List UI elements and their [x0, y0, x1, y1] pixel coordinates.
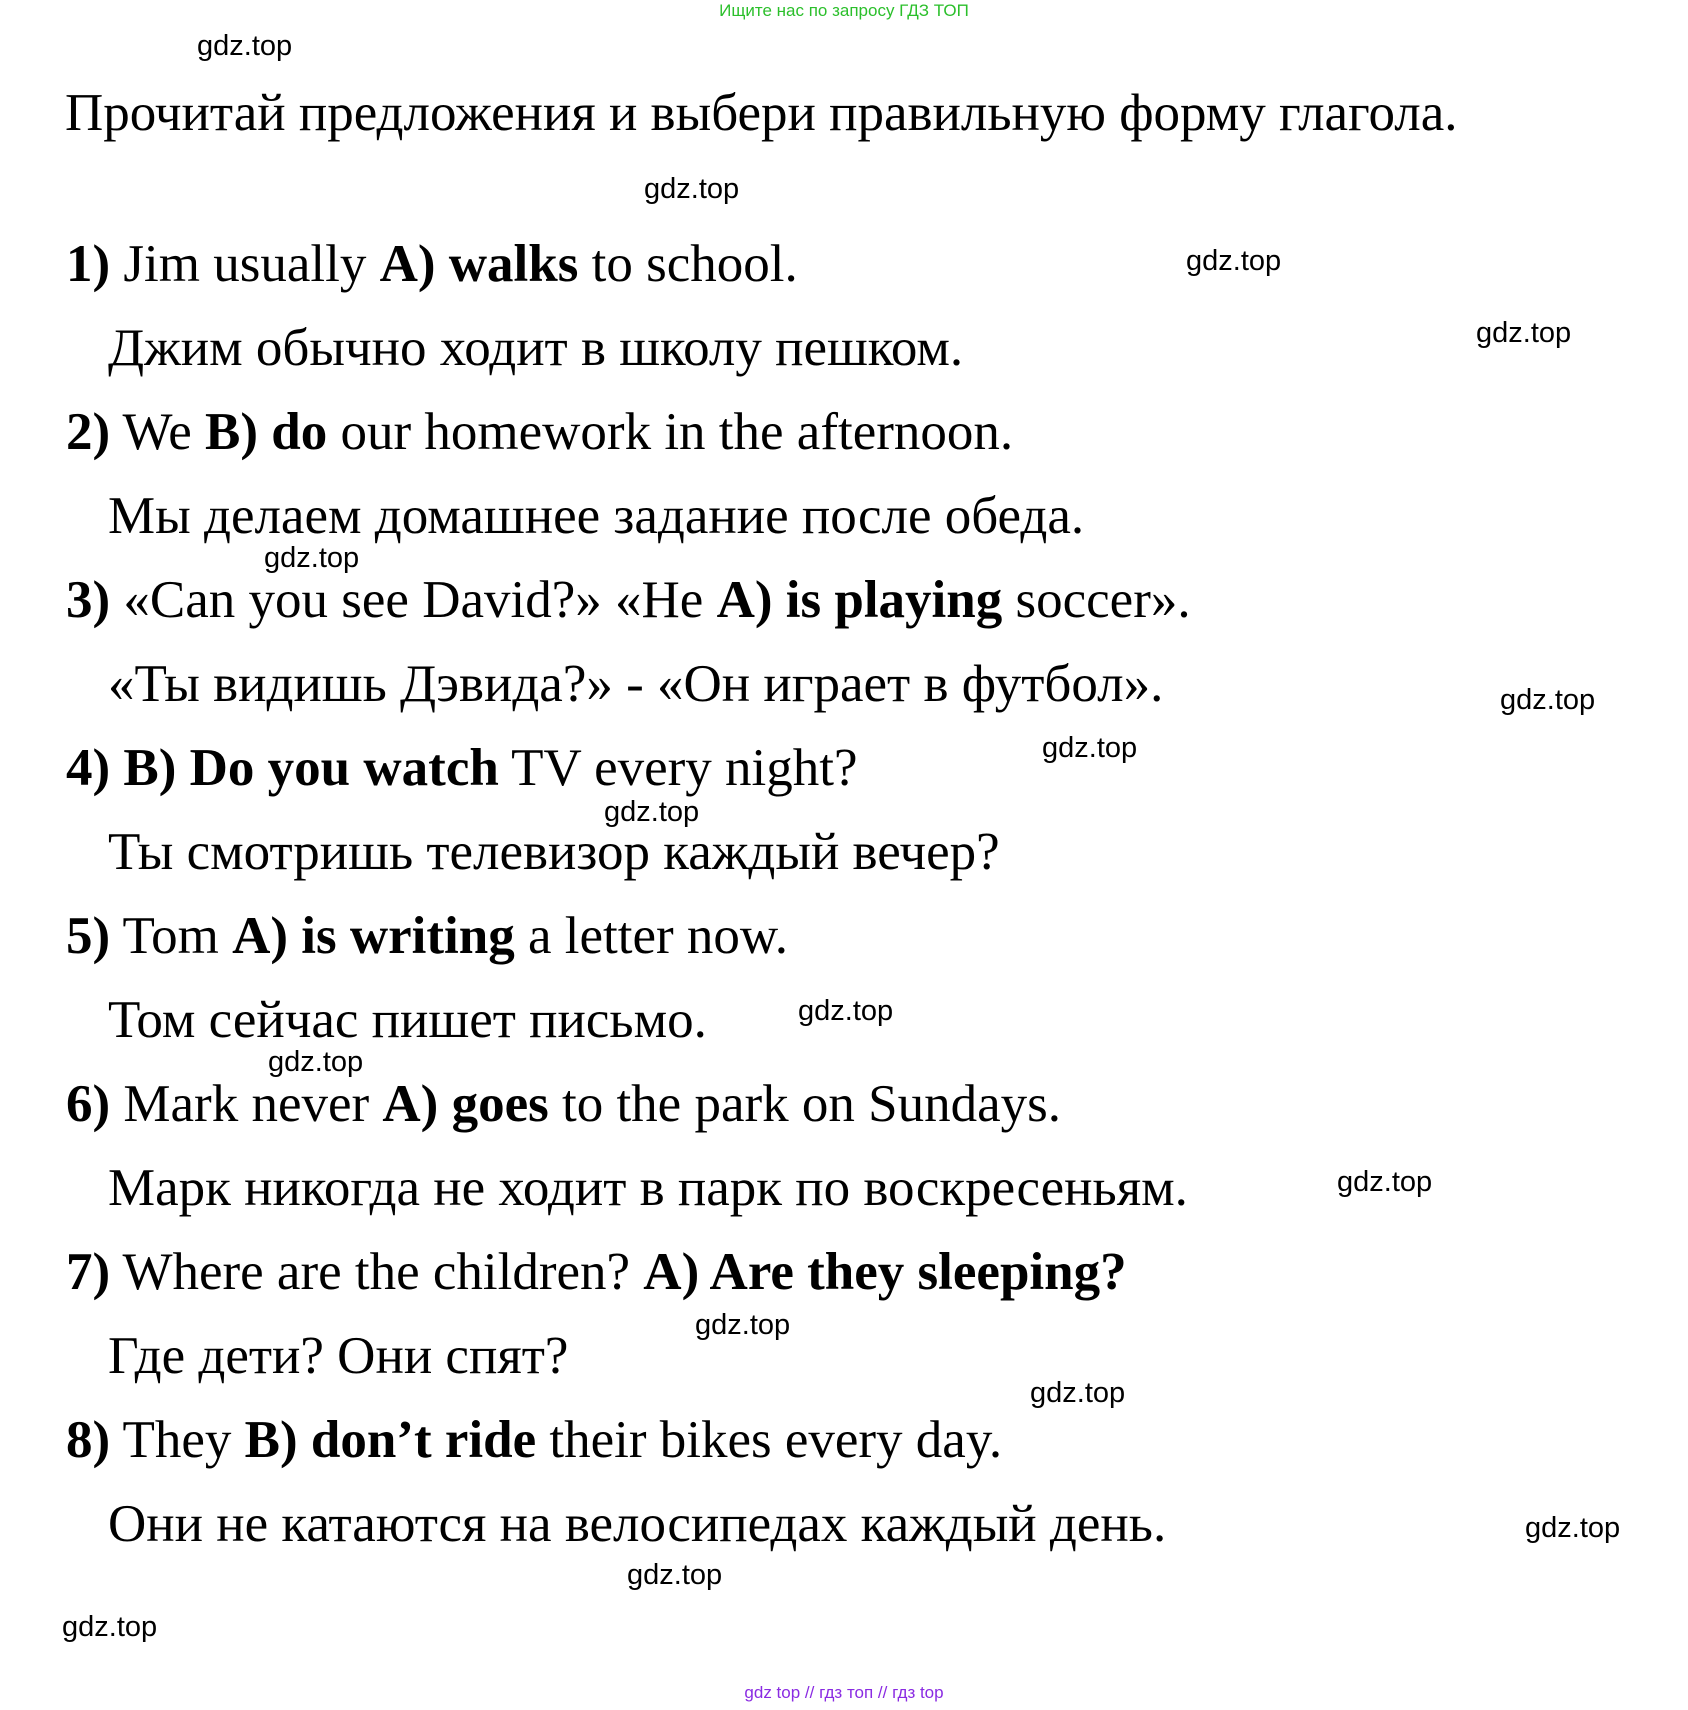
answer-choice: B) do: [205, 403, 328, 461]
watermark: gdz.top: [62, 1611, 158, 1643]
sentence-en-8: [66, 1405, 1002, 1475]
sentence-text-before: «Can you see David?» «He: [110, 571, 717, 629]
watermark: gdz.top: [1186, 245, 1282, 277]
watermark: gdz.top: [1476, 317, 1572, 349]
sentence-text-before: Mark never: [110, 1075, 383, 1133]
watermark: gdz.top: [268, 1046, 364, 1078]
answer-choice: A) goes: [382, 1075, 549, 1133]
answer-choice: B) Do you watch: [123, 739, 499, 797]
translation-2: Мы делаем домашнее задание после обеда.: [108, 487, 1085, 545]
search-banner: Ищите нас по запросу ГДЗ ТОП: [719, 1, 969, 20]
watermark: gdz.top: [264, 542, 360, 574]
sentence-en-5: [66, 901, 788, 971]
item-number: 1): [66, 235, 111, 293]
sentence-text-before: We: [110, 403, 206, 461]
sentence-text-after: their bikes every day.: [536, 1411, 1003, 1469]
sentence-en-2: [66, 397, 1013, 467]
watermark: gdz.top: [197, 30, 293, 62]
translation-3: «Ты видишь Дэвида?» - «Он играет в футбол».: [108, 655, 1164, 713]
sentence-text-after: to the park on Sundays.: [548, 1075, 1062, 1133]
answer-choice: A) is playing: [716, 571, 1003, 629]
sentence-text-before: Tom: [110, 907, 233, 965]
sentence-text-after: soccer».: [1002, 571, 1191, 629]
watermark: gdz.top: [604, 796, 700, 828]
answer-choice: B) don’t ride: [244, 1411, 537, 1469]
sentence-text-after: a letter now.: [514, 907, 788, 965]
watermark: gdz.top: [1042, 732, 1138, 764]
answer-choice: A) walks: [379, 235, 579, 293]
translation-5: Том сейчас пишет письмо.: [108, 991, 707, 1049]
watermark: gdz.top: [1030, 1377, 1126, 1409]
footer-text: gdz top // гдз топ // гдз top: [744, 1683, 944, 1702]
watermark: gdz.top: [798, 995, 894, 1027]
watermark: gdz.top: [1337, 1166, 1433, 1198]
watermark: gdz.top: [1525, 1512, 1621, 1544]
translation-7: Где дети? Они спят?: [108, 1327, 569, 1385]
translation-4: Ты смотришь телевизор каждый вечер?: [108, 823, 1000, 881]
watermark: gdz.top: [644, 173, 740, 205]
sentence-text-after: our homework in the afternoon.: [327, 403, 1014, 461]
sentence-text-after: TV every night?: [498, 739, 858, 797]
sentence-text-before: They: [110, 1411, 245, 1469]
sentence-text-before: [110, 739, 123, 797]
sentence-text-after: to school.: [578, 235, 798, 293]
task-title: Прочитай предложения и выбери правильную форму глагола.: [65, 84, 1458, 142]
item-number: 4): [66, 739, 111, 797]
translation-1: Джим обычно ходит в школу пешком.: [108, 319, 964, 377]
sentence-en-6: [66, 1069, 1061, 1139]
item-number: 3): [66, 571, 111, 629]
translation-8: Они не катаются на велосипедах каждый день.: [108, 1495, 1167, 1553]
item-number: 8): [66, 1411, 111, 1469]
sentence-text-before: Where are the children?: [110, 1243, 644, 1301]
item-number: 7): [66, 1243, 111, 1301]
sentence-en-4: [66, 733, 858, 803]
watermark: gdz.top: [1500, 684, 1596, 716]
answer-choice: A) is writing: [232, 907, 515, 965]
item-number: 2): [66, 403, 111, 461]
translation-6: Марк никогда не ходит в парк по воскресеньям.: [108, 1159, 1188, 1217]
item-number: 6): [66, 1075, 111, 1133]
sentence-en-3: [66, 565, 1191, 635]
sentence-text-before: Jim usually: [110, 235, 380, 293]
watermark: gdz.top: [695, 1309, 791, 1341]
sentence-en-1: [66, 229, 798, 299]
answer-choice: A) Are they sleeping?: [643, 1243, 1127, 1301]
sentence-en-7: [66, 1237, 1127, 1307]
watermark: gdz.top: [627, 1559, 723, 1591]
item-number: 5): [66, 907, 111, 965]
